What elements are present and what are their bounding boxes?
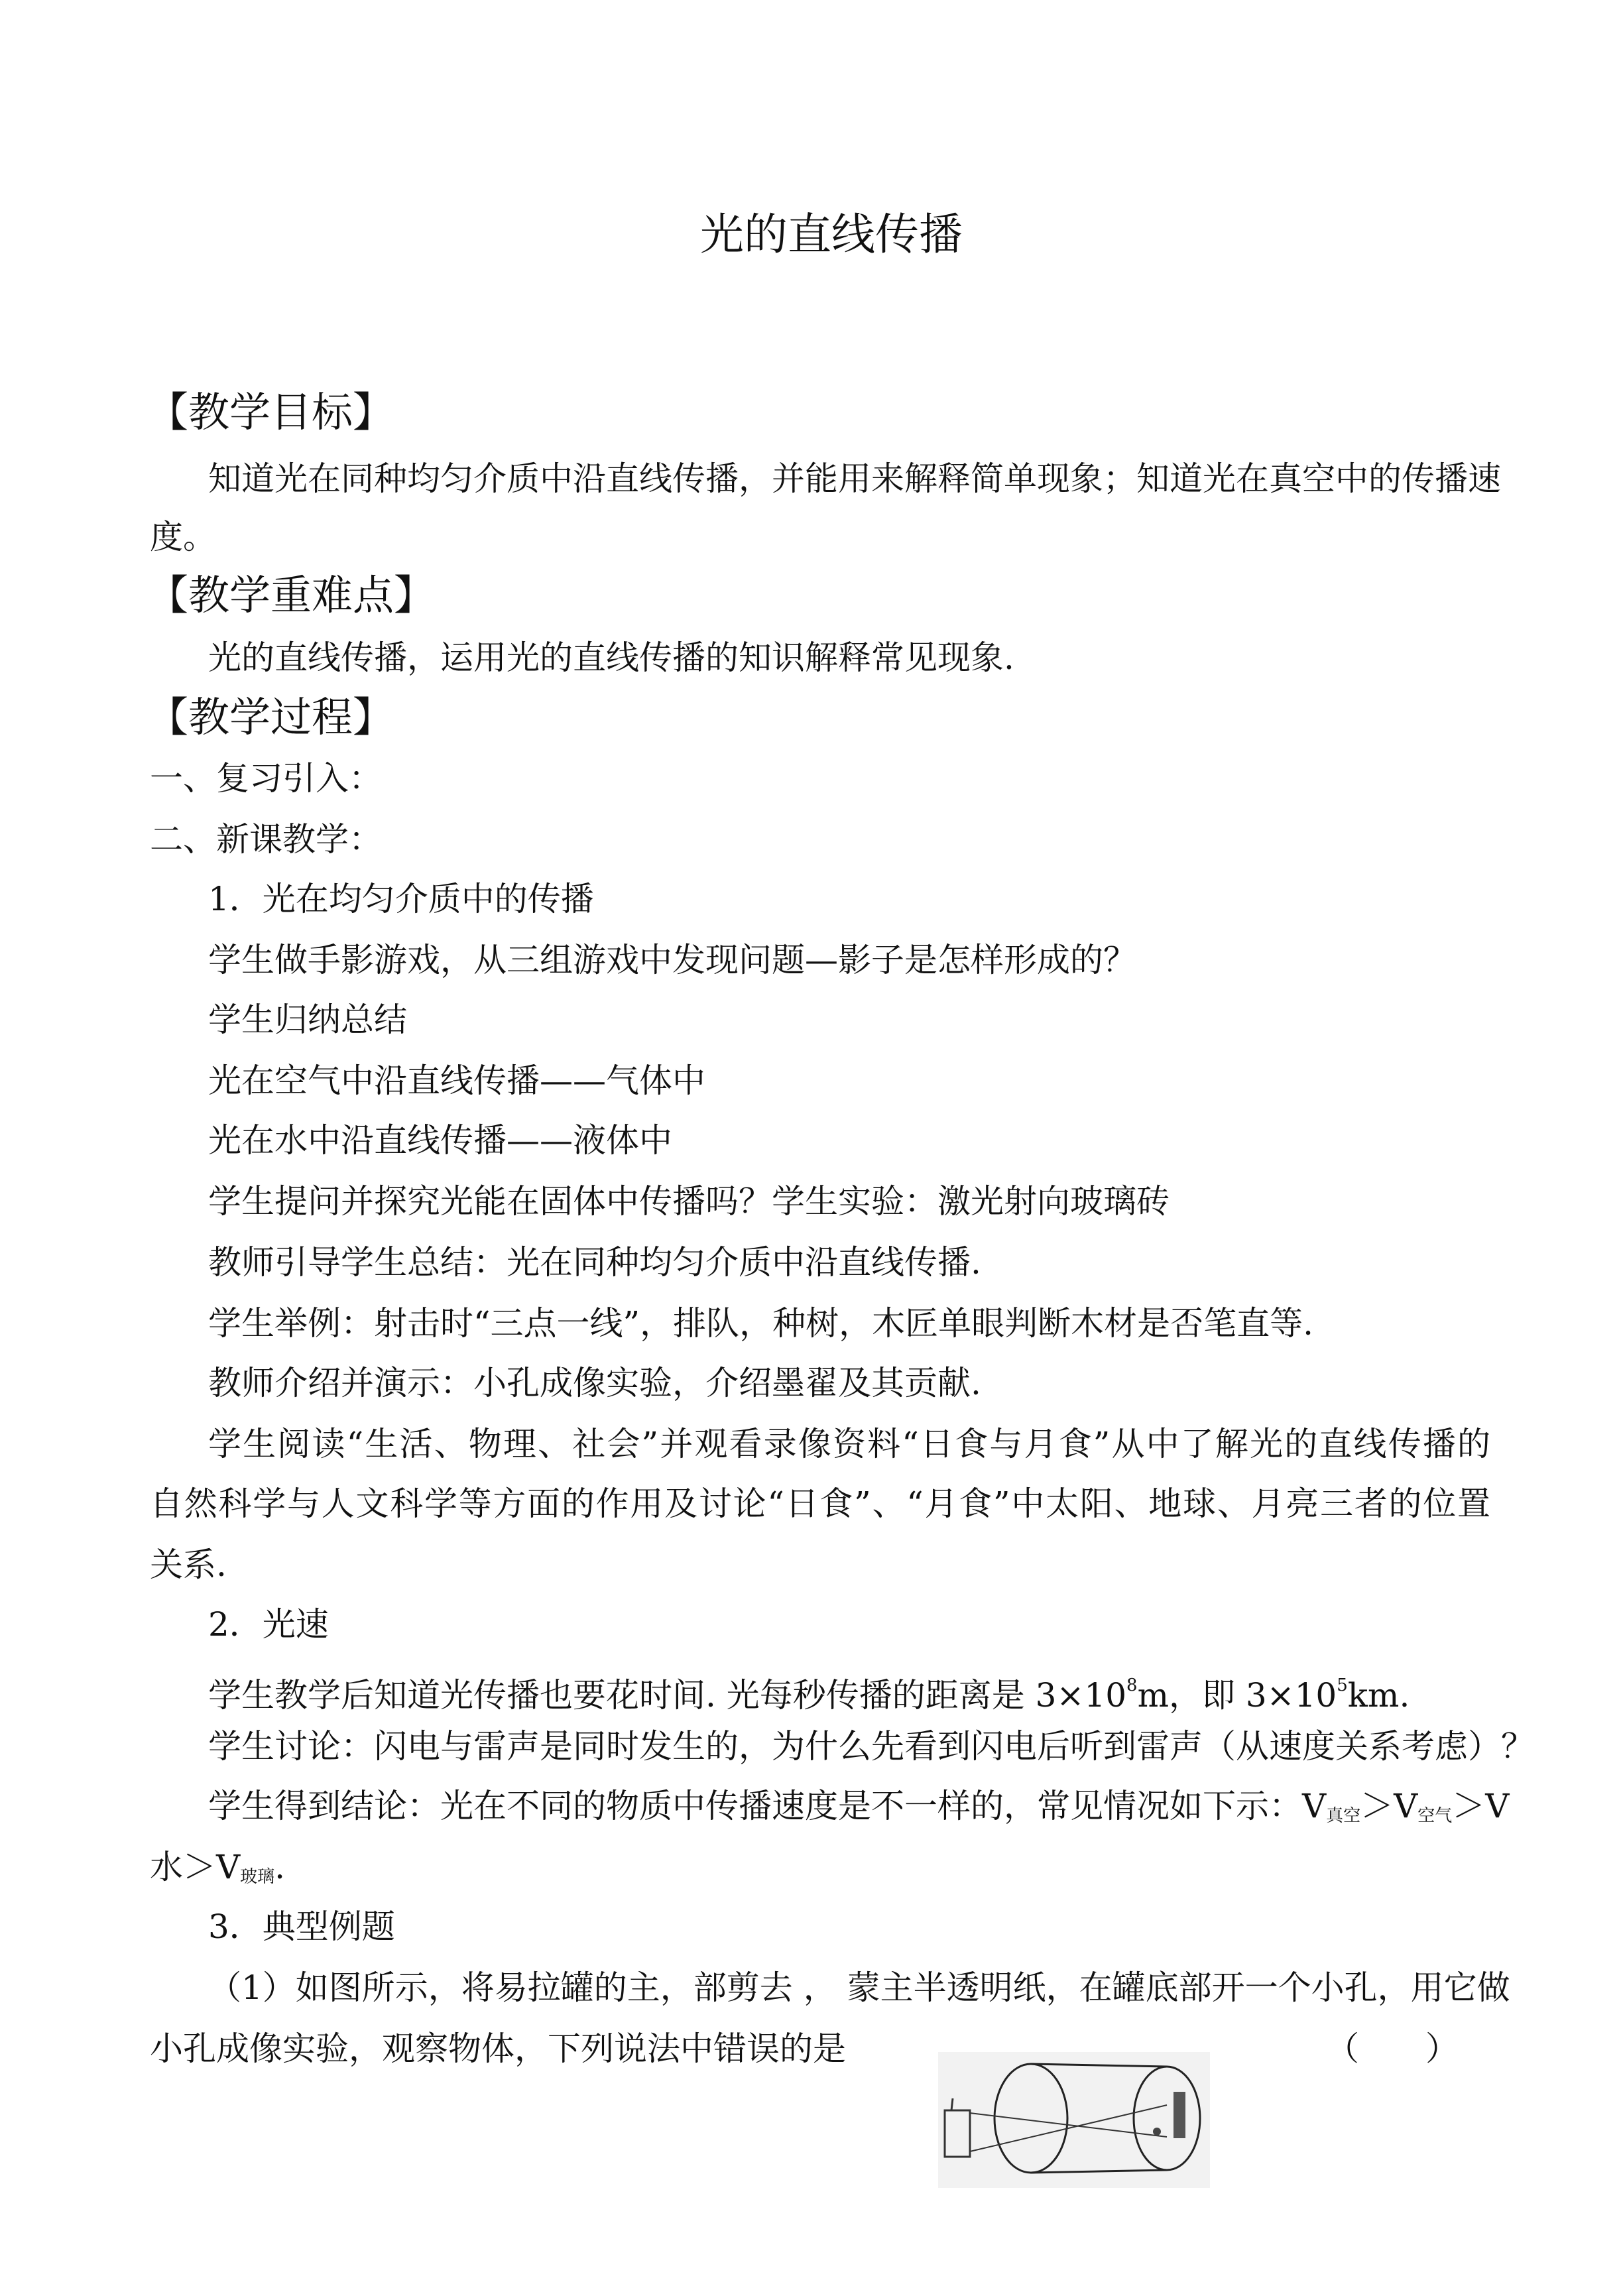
conclusion-line-2: [150, 1847, 285, 1897]
item-1-line: 教师引导学生总结：光在同种均匀介质中沿直线传播.: [208, 1243, 981, 1282]
discuss-line: 学生讨论：闪电与雷声是同时发生的，为什么先看到闪电后听到雷声（从速度关系考虑）？: [208, 1727, 1534, 1766]
subscript-vacuum: 真空: [1326, 1806, 1361, 1826]
keypoints-heading: 【教学重难点】: [147, 571, 436, 619]
item-1-line: 学生提问并探究光能在固体中传播吗？学生实验：激光射向玻璃砖: [208, 1182, 1170, 1221]
answer-bracket: （ ）: [1326, 2029, 1459, 2068]
reading-line-3: 关系.: [150, 1545, 227, 1584]
speed-text-b: m，即 3×10: [1137, 1676, 1337, 1715]
process-heading: 【教学过程】: [147, 693, 394, 741]
conclusion-text-d: 水＞V: [150, 1848, 241, 1886]
process-part-1: 一、复习引入：: [150, 759, 382, 798]
item-2-title: 2．光速: [208, 1605, 329, 1644]
example-line-1: （1）如图所示，将易拉罐的主，部剪去 ， 蒙主半透明纸，在罐底部开一个小孔，用它做: [208, 1968, 1510, 2007]
item-1-title: 1．光在均匀介质中的传播: [208, 880, 594, 918]
page-title: 光的直线传播: [700, 209, 963, 260]
subscript-glass: 玻璃: [240, 1867, 275, 1887]
objectives-line-2: 度。: [150, 518, 216, 556]
conclusion-text-b: ＞V: [1360, 1787, 1418, 1825]
item-1-line: 学生做手影游戏，从三组游戏中发现问题—影子是怎样形成的？: [208, 941, 1136, 979]
conclusion-line-1: [208, 1786, 1509, 1836]
item-3-title: 3．典型例题: [208, 1907, 395, 1946]
conclusion-text-c: ＞V: [1452, 1787, 1510, 1825]
reading-line-2: 自然科学与人文科学等方面的作用及讨论“日食”、“月食”中太阳、地球、月亮三者的位置: [150, 1484, 1490, 1523]
pinhole-camera-figure: [938, 2052, 1210, 2188]
speed-line: [208, 1665, 1410, 1715]
item-1-line: 学生举例：射击时“三点一线”，排队，种树，木匠单眼判断木材是否笔直等.: [208, 1304, 1314, 1343]
objectives-heading: 【教学目标】: [147, 388, 394, 436]
speed-exponent-1: 8: [1126, 1675, 1138, 1695]
process-part-2: 二、新课教学：: [150, 820, 382, 859]
subscript-air: 空气: [1417, 1806, 1453, 1826]
speed-text-a: 学生教学后知道光传播也要花时间. 光每秒传播的距离是 3×10: [208, 1676, 1127, 1715]
speed-exponent-2: 5: [1337, 1675, 1348, 1695]
item-1-line: 教师介绍并演示：小孔成像实验，介绍墨翟及其贡献.: [208, 1364, 981, 1402]
speed-text-c: km.: [1347, 1676, 1410, 1715]
item-1-line: 光在水中沿直线传播——液体中: [208, 1121, 672, 1160]
objectives-line-1: 知道光在同种均匀介质中沿直线传播，并能用来解释简单现象；知道光在真空中的传播速: [208, 459, 1501, 498]
item-1-line: 光在空气中沿直线传播——气体中: [208, 1061, 705, 1100]
keypoints-text: 光的直线传播，运用光的直线传播的知识解释常见现象.: [208, 638, 1014, 677]
example-line-2: 小孔成像实验，观察物体，下列说法中错误的是: [150, 2029, 846, 2068]
reading-line-1: 学生阅读“生活、物理、社会”并观看录像资料“日食与月食”从中了解光的直线传播的: [208, 1425, 1490, 1463]
conclusion-text-a: 学生得到结论：光在不同的物质中传播速度是不一样的，常见情况如下示：V: [208, 1787, 1327, 1825]
item-1-line: 学生归纳总结: [208, 1000, 407, 1039]
conclusion-text-e: .: [274, 1848, 286, 1886]
